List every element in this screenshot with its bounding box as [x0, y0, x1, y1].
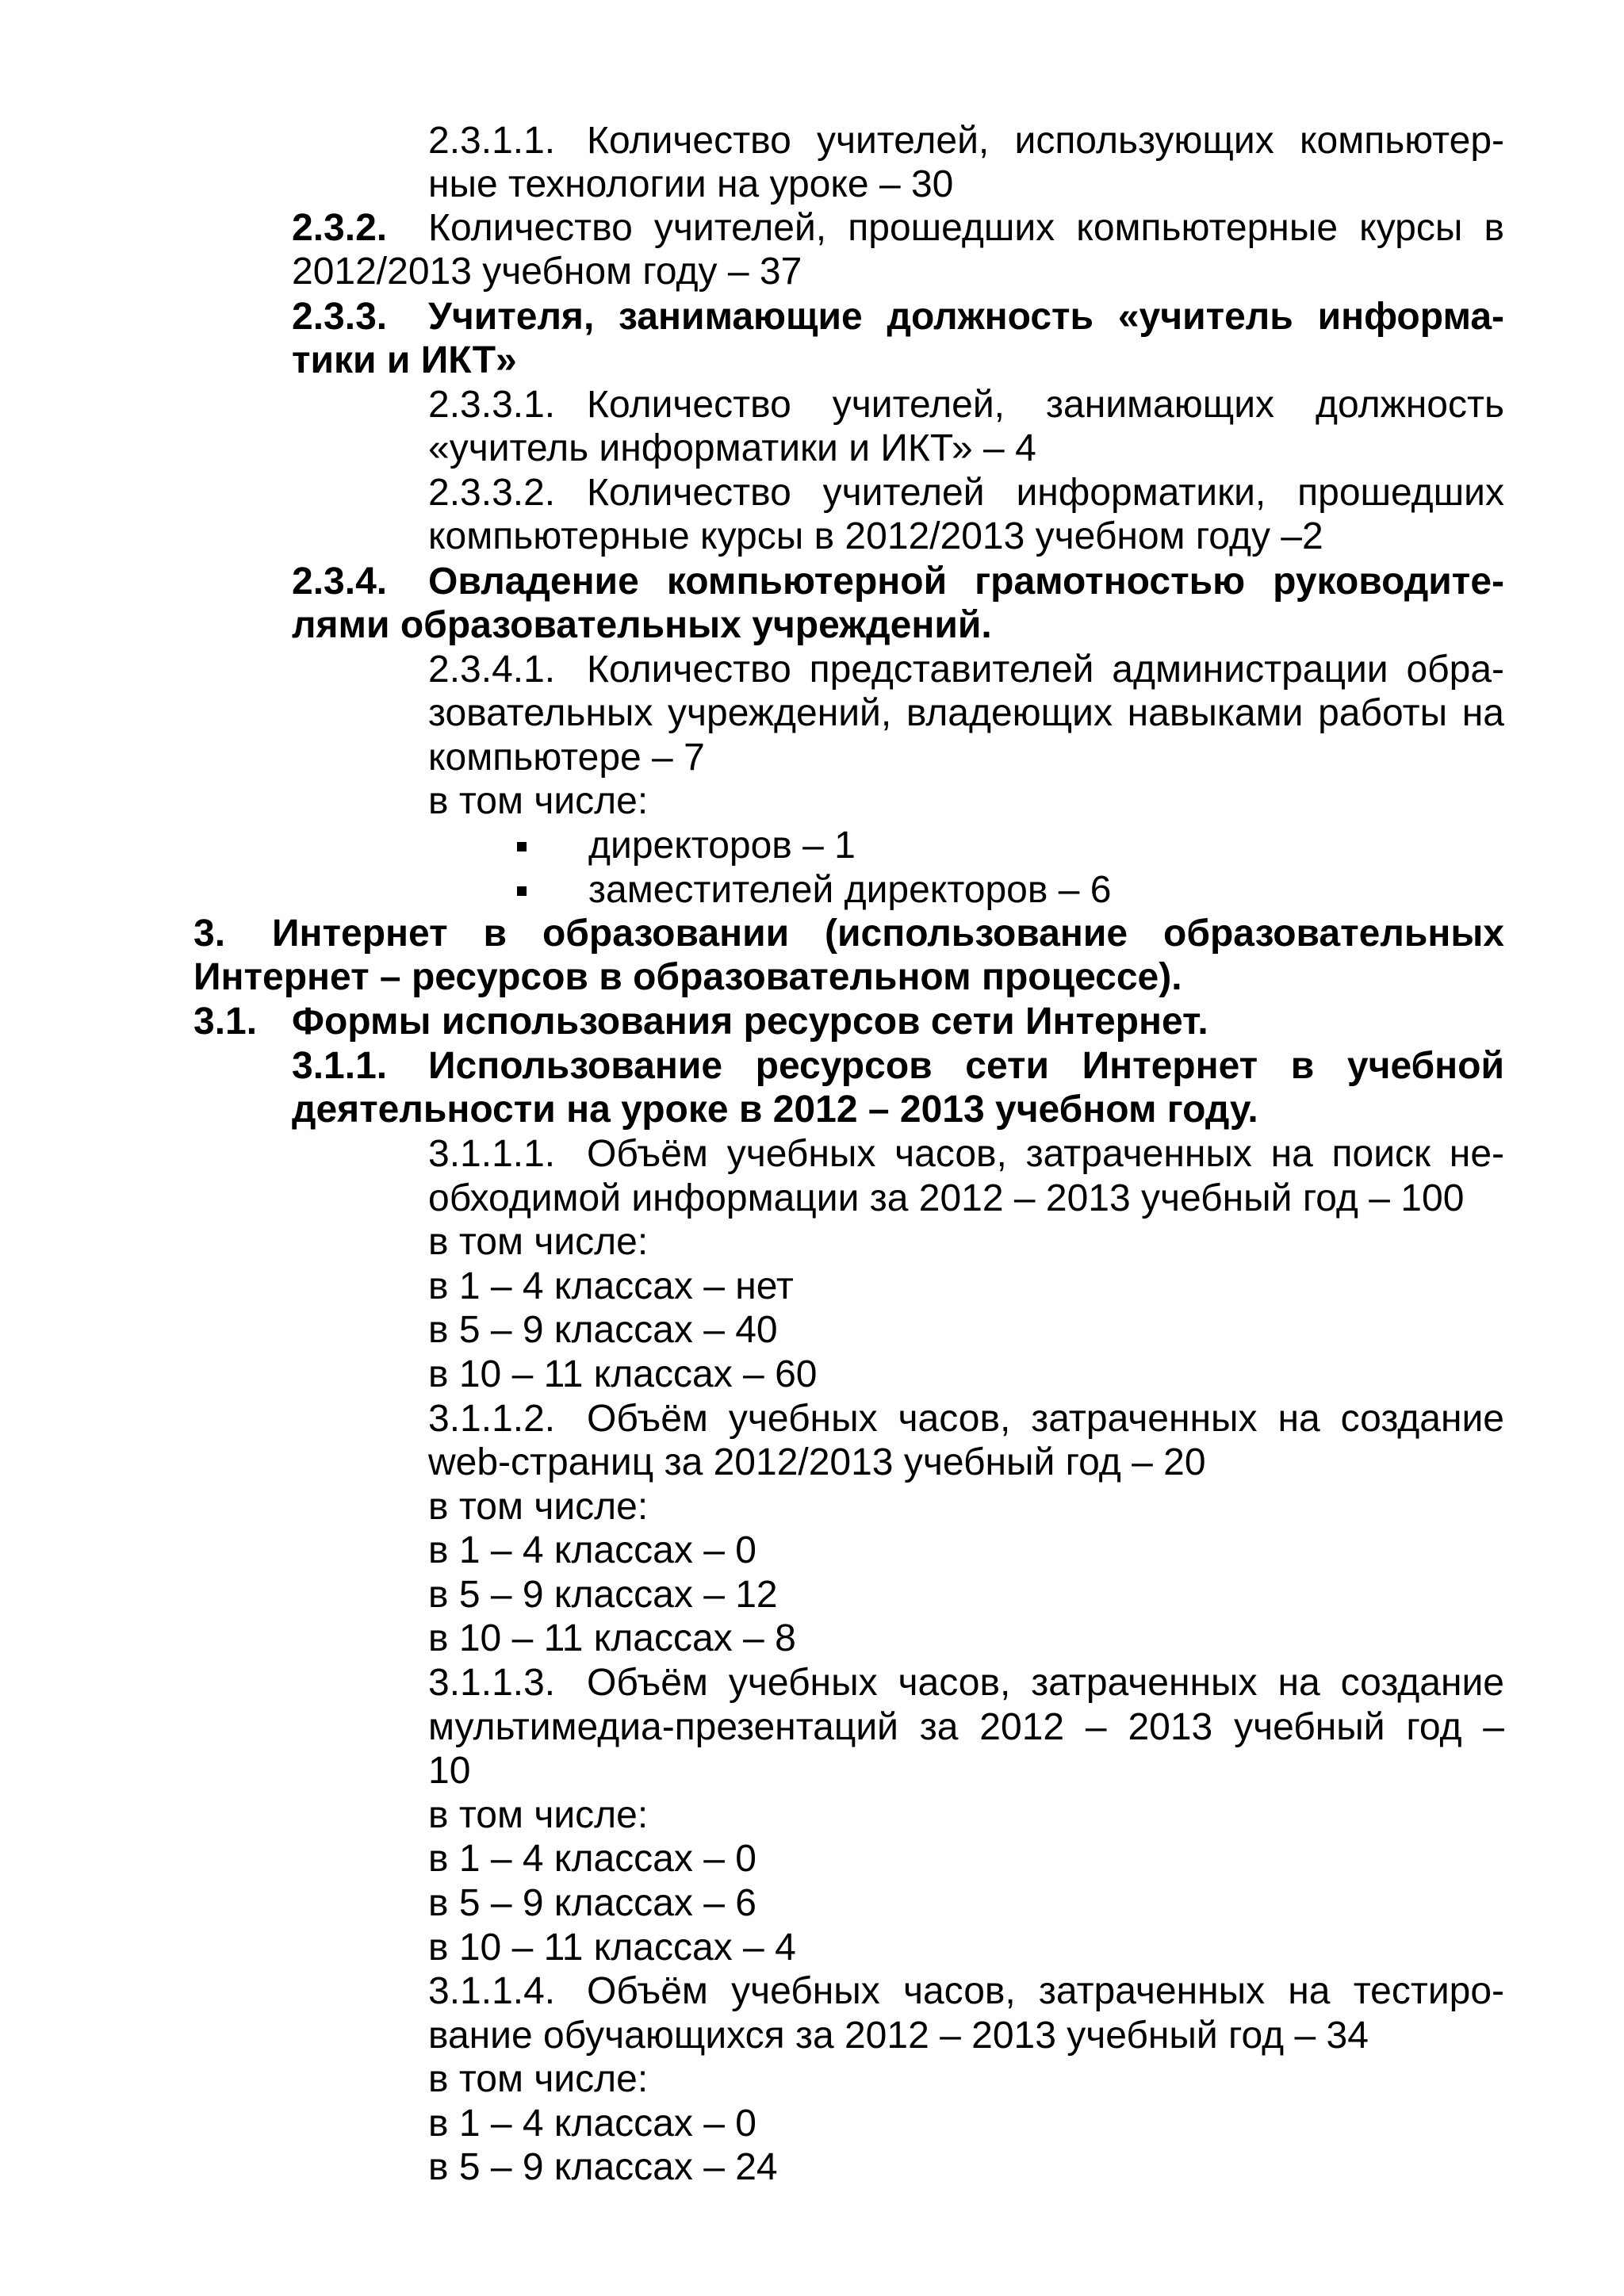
section-heading: тики и ИКТ»	[292, 339, 517, 381]
item-text: мультимедиа-презентаций за 2012 – 2013 учебный год –	[428, 1706, 1504, 1748]
section-heading: Учителя, занимающие должность «учитель информа-	[428, 296, 1504, 338]
item-number: 3.1.1.4.	[428, 1970, 556, 2012]
item-text: Объём учебных часов, затраченных на тестиро-	[587, 1970, 1504, 2012]
section-heading: Формы использования ресурсов сети Интернет.	[292, 1001, 1208, 1043]
item-text: Объём учебных часов, затраченных на создание	[587, 1398, 1504, 1440]
item-text: в 5 – 9 классах – 6	[428, 1882, 756, 1924]
section-heading: Овладение компьютерной грамотностью руководите-	[428, 561, 1504, 603]
item-text: в том числе:	[428, 1486, 649, 1528]
section-heading: деятельности на уроке в 2012 – 2013 учебном году.	[292, 1089, 1258, 1131]
section-heading: лями образовательных учреждений.	[292, 604, 992, 646]
item-number: 2.3.1.1.	[428, 120, 556, 162]
item-text: «учитель информатики и ИКТ» – 4	[428, 427, 1036, 469]
item-number: 2.3.4.	[292, 561, 388, 603]
item-text: 10	[428, 1750, 471, 1792]
item-text: в 1 – 4 классах – нет	[428, 1265, 794, 1307]
item-number: 3.1.	[193, 1001, 258, 1043]
item-text: обходимой информации за 2012 – 2013 учебный год – 100	[428, 1177, 1465, 1219]
item-number: 3.	[193, 913, 226, 955]
list-item: директоров – 1	[588, 825, 856, 867]
item-number: 2.3.4.1.	[428, 649, 556, 691]
item-text: в 5 – 9 классах – 24	[428, 2146, 778, 2188]
item-text: Количество учителей, прошедших компьютерные курсы в	[428, 207, 1504, 249]
item-number: 2.3.3.	[292, 296, 388, 338]
item-number: 2.3.3.1.	[428, 384, 556, 426]
item-text: компьютере – 7	[428, 737, 705, 779]
item-text: Объём учебных часов, затраченных на поиск не-	[587, 1133, 1504, 1175]
item-text: в том числе:	[428, 1221, 649, 1263]
item-text: в 1 – 4 классах – 0	[428, 1529, 756, 1571]
item-text: в 1 – 4 классах – 0	[428, 1838, 756, 1880]
item-text: Количество учителей, использующих компьютер-	[587, 120, 1504, 162]
item-text: ные технологии на уроке – 30	[428, 163, 954, 205]
item-text: компьютерные курсы в 2012/2013 учебном году –2	[428, 515, 1323, 557]
item-text: в 1 – 4 классах – 0	[428, 2103, 756, 2145]
item-text: 2012/2013 учебном году – 37	[292, 251, 802, 293]
item-text: в 5 – 9 классах – 12	[428, 1574, 778, 1616]
section-heading: Интернет – ресурсов в образовательном процессе).	[193, 956, 1182, 998]
item-text: Количество представителей администрации обра-	[587, 649, 1504, 691]
bullet-icon	[517, 886, 527, 896]
item-number: 2.3.2.	[292, 207, 388, 249]
item-number: 3.1.1.2.	[428, 1398, 556, 1440]
item-text: зовательных учреждений, владеющих навыками работы на	[428, 692, 1504, 734]
item-text: Количество учителей, занимающих должность	[587, 384, 1504, 426]
bullet-icon	[517, 842, 527, 851]
item-text: Объём учебных часов, затраченных на создание	[587, 1662, 1504, 1704]
section-heading: Интернет в образовании (использование образовательных	[272, 913, 1504, 955]
item-text: в 10 – 11 классах – 60	[428, 1353, 818, 1395]
item-text: в 10 – 11 классах – 4	[428, 1927, 796, 1969]
list-item: заместителей директоров – 6	[588, 869, 1112, 911]
item-text: в том числе:	[428, 2058, 649, 2100]
section-heading: Использование ресурсов сети Интернет в учебной	[428, 1045, 1504, 1087]
item-text: Количество учителей информатики, прошедших	[587, 472, 1504, 514]
item-text: вание обучающихся за 2012 – 2013 учебный год – 34	[428, 2015, 1369, 2057]
item-text: в том числе:	[428, 1794, 649, 1836]
item-number: 3.1.1.3.	[428, 1662, 556, 1704]
item-text: web-страниц за 2012/2013 учебный год – 20	[428, 1441, 1206, 1483]
item-text: в 5 – 9 классах – 40	[428, 1309, 778, 1351]
item-text: в том числе:	[428, 780, 649, 822]
item-text: в 10 – 11 классах – 8	[428, 1617, 796, 1659]
item-number: 3.1.1.	[292, 1045, 388, 1087]
item-number: 3.1.1.1.	[428, 1133, 556, 1175]
item-number: 2.3.3.2.	[428, 472, 556, 514]
